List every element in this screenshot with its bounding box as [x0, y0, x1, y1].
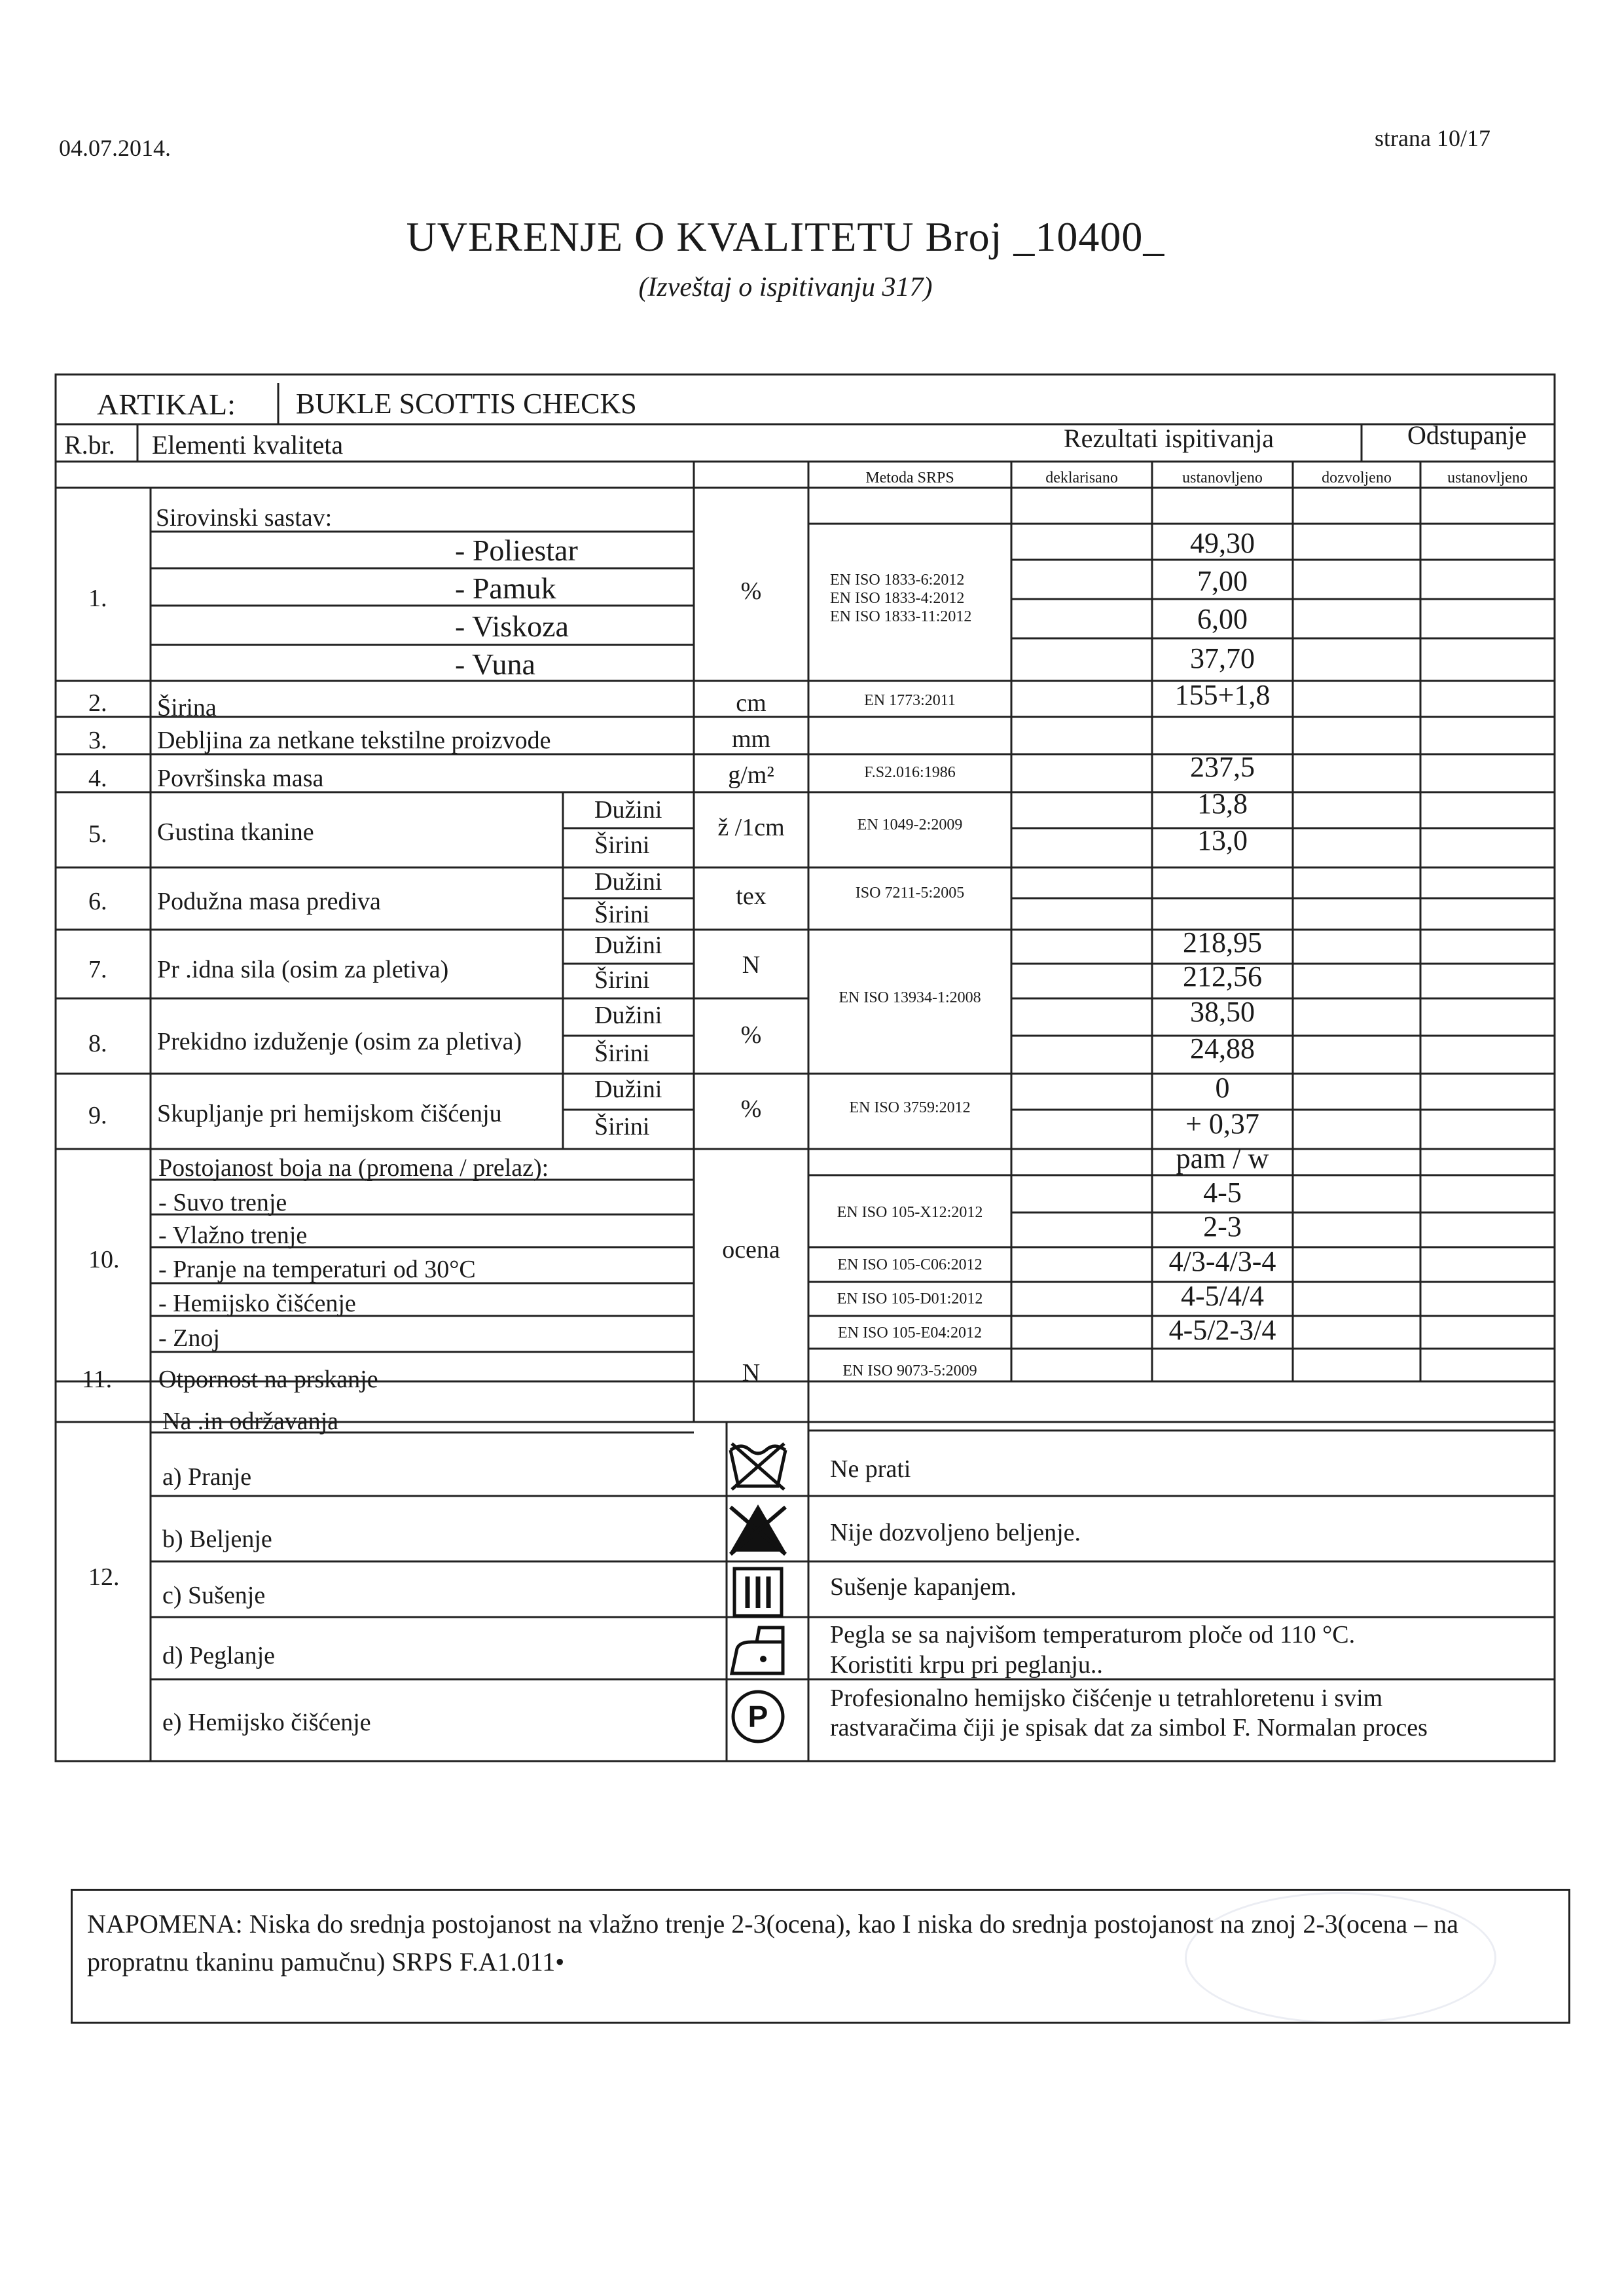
value: 2-3 — [1203, 1211, 1242, 1243]
test-item: - Hemijsko čišćenje — [158, 1290, 356, 1317]
unit: g/m² — [728, 761, 774, 789]
unit: tex — [736, 883, 767, 910]
care-dryclean-text: Profesionalno hemijsko čišćenje u tetrahloretenu i svim — [830, 1685, 1383, 1712]
method: EN 1773:2011 — [864, 692, 956, 709]
care-wash-label: a) Pranje — [162, 1463, 252, 1491]
value: 212,56 — [1183, 960, 1262, 993]
value: 4-5/4/4 — [1180, 1280, 1265, 1312]
row-label: Gustina tkanine — [157, 818, 314, 846]
value: 38,50 — [1190, 996, 1255, 1028]
row-number: 8. — [88, 1030, 107, 1057]
value: 37,70 — [1190, 642, 1255, 674]
test-item: - Pranje na temperaturi od 30°C — [158, 1256, 476, 1283]
composition-label: Sirovinski sastav: — [156, 504, 333, 532]
care-iron-text: Pegla se sa najvišom temperaturom ploče od 110 °C. — [830, 1621, 1356, 1649]
care-label: Na .in održavanja — [162, 1408, 339, 1435]
unit: N — [742, 951, 761, 979]
page-subtitle: (Izveštaj o ispitivanju 317) — [638, 272, 933, 302]
note-text: NAPOMENA: Niska do srednja postojanost na vlažno trenje 2-3(ocena), kao I niska do srednja postojanost na znoj 2-3(ocena – na propratnu tkaninu pamučnu) SRPS F.A1.011• — [87, 1909, 1459, 1977]
page-number: strana 10/17 — [1375, 125, 1490, 151]
value: 13,0 — [1197, 824, 1248, 856]
sub-width: Širini — [594, 966, 650, 994]
row-number: 10. — [88, 1246, 120, 1273]
row-number: 6. — [88, 888, 107, 915]
value: 7,00 — [1197, 565, 1248, 597]
dry-clean-p-icon — [729, 1688, 787, 1745]
value: 49,30 — [1190, 527, 1255, 559]
unit: % — [740, 577, 762, 605]
method: F.S2.016:1986 — [864, 764, 956, 781]
sub-width: Širini — [594, 1040, 650, 1067]
row-number: 9. — [88, 1102, 107, 1129]
value: 4/3-4/3-4 — [1168, 1245, 1276, 1277]
svg-text:P: P — [748, 1700, 768, 1734]
care-bleach-label: b) Beljenje — [162, 1525, 272, 1553]
test-item: - Suvo trenje — [158, 1189, 287, 1216]
iron-icon — [725, 1622, 791, 1678]
row-number: 12. — [88, 1563, 120, 1591]
unit: ž /1cm — [717, 814, 785, 841]
fiber-cotton: - Pamuk — [455, 572, 556, 605]
value: 13,8 — [1197, 788, 1248, 820]
value: 155+1,8 — [1174, 679, 1271, 711]
value: 24,88 — [1190, 1032, 1255, 1065]
method: EN ISO 105-E04:2012 — [838, 1324, 982, 1341]
row-label: Prekidno izduženje (osim za pletiva) — [157, 1028, 522, 1055]
unit: mm — [731, 725, 771, 753]
fiber-wool: - Vuna — [455, 647, 535, 681]
document-date: 04.07.2014. — [59, 135, 171, 161]
method: ISO 7211-5:2005 — [855, 884, 965, 902]
sub-length: Dužini — [594, 868, 662, 896]
unit: ocena — [722, 1236, 780, 1264]
sub-length: Dužini — [594, 796, 662, 824]
col-results: Rezultati ispitivanja — [1064, 424, 1274, 453]
row-number: 4. — [88, 765, 107, 792]
unit: N — [742, 1359, 761, 1387]
method: EN ISO 9073-5:2009 — [842, 1362, 977, 1379]
care-dryclean-text: rastvaračima čiji je spisak dat za simbol F. Normalan proces — [830, 1714, 1428, 1741]
row-number: 3. — [88, 727, 107, 754]
method: EN ISO 105-X12:2012 — [837, 1204, 983, 1221]
method: EN ISO 13934-1:2008 — [839, 989, 981, 1006]
care-dry-label: c) Sušenje — [162, 1582, 266, 1609]
col-established: ustanovljeno — [1182, 469, 1263, 486]
unit: % — [740, 1095, 762, 1123]
care-bleach-text: Nije dozvoljeno beljenje. — [830, 1519, 1081, 1546]
row-label: Debljina za netkane tekstilne proizvode — [157, 727, 551, 754]
value: 237,5 — [1190, 751, 1255, 783]
method: EN ISO 3759:2012 — [849, 1099, 971, 1116]
sub-width: Širini — [594, 901, 650, 928]
care-dryclean-label: e) Hemijsko čišćenje — [162, 1709, 371, 1736]
unit: % — [740, 1021, 762, 1049]
value: + 0,37 — [1185, 1108, 1259, 1140]
value: 218,95 — [1183, 926, 1262, 958]
value: 6,00 — [1197, 603, 1248, 635]
sub-width: Širini — [594, 1113, 650, 1140]
fiber-polyester: - Poliestar — [455, 534, 578, 567]
row-number: 1. — [88, 585, 107, 612]
do-not-wash-icon — [725, 1437, 791, 1493]
test-item: - Znoj — [158, 1324, 220, 1352]
drip-dry-icon — [732, 1566, 784, 1618]
article-label: ARTIKAL: — [97, 388, 236, 421]
value: 4-5/2-3/4 — [1168, 1314, 1276, 1346]
colorfastness-label: Postojanost boja na (promena / prelaz): — [158, 1154, 549, 1182]
row-number: 11. — [82, 1366, 113, 1393]
sub-width: Širini — [594, 831, 650, 859]
col-declared: deklarisano — [1045, 469, 1118, 486]
value: pam / w — [1176, 1142, 1269, 1175]
method: EN ISO 105-D01:2012 — [837, 1290, 983, 1307]
method: EN 1049-2:2009 — [857, 816, 963, 833]
sub-length: Dužini — [594, 1076, 662, 1103]
care-iron-text: Koristiti krpu pri peglanju.. — [830, 1651, 1103, 1679]
method: EN ISO 1833-4:2012 — [830, 590, 965, 607]
method: EN ISO 1833-6:2012 — [830, 572, 965, 589]
row-label: Širina — [157, 694, 217, 721]
note-box — [71, 1889, 1570, 2024]
page-title: UVERENJE O KVALITETU Broj _10400_ — [406, 213, 1165, 260]
care-dry-text: Sušenje kapanjem. — [830, 1573, 1017, 1601]
care-wash-text: Ne prati — [830, 1455, 911, 1483]
row-number: 7. — [88, 956, 107, 983]
test-item: - Vlažno trenje — [158, 1222, 308, 1249]
row-label: Podužna masa prediva — [157, 888, 381, 915]
fiber-viscose: - Viskoza — [455, 610, 569, 643]
no-bleach-icon — [725, 1501, 791, 1556]
value: 4-5 — [1203, 1176, 1242, 1209]
col-method: Metoda SRPS — [865, 469, 954, 486]
article-name: BUKLE SCOTTIS CHECKS — [296, 388, 637, 420]
col-rbr: R.br. — [64, 430, 115, 460]
row-label: Otpornost na prskanje — [158, 1366, 378, 1393]
method: EN ISO 1833-11:2012 — [830, 608, 972, 625]
row-number: 2. — [88, 689, 107, 717]
row-number: 5. — [88, 820, 107, 848]
sub-length: Dužini — [594, 932, 662, 959]
col-allowed: dozvoljeno — [1322, 469, 1392, 486]
unit: cm — [736, 689, 767, 717]
row-label: Pr .idna sila (osim za pletiva) — [157, 956, 449, 983]
care-iron-label: d) Peglanje — [162, 1642, 276, 1669]
col-established-deviation: ustanovljeno — [1447, 469, 1528, 486]
sub-length: Dužini — [594, 1002, 662, 1029]
col-elements: Elementi kvaliteta — [152, 430, 344, 460]
method: EN ISO 105-C06:2012 — [837, 1256, 983, 1273]
value: 0 — [1215, 1072, 1230, 1104]
row-label: Površinska masa — [157, 765, 324, 792]
row-label: Skupljanje pri hemijskom čišćenju — [157, 1100, 502, 1127]
col-deviation: Odstupanje — [1407, 420, 1527, 450]
